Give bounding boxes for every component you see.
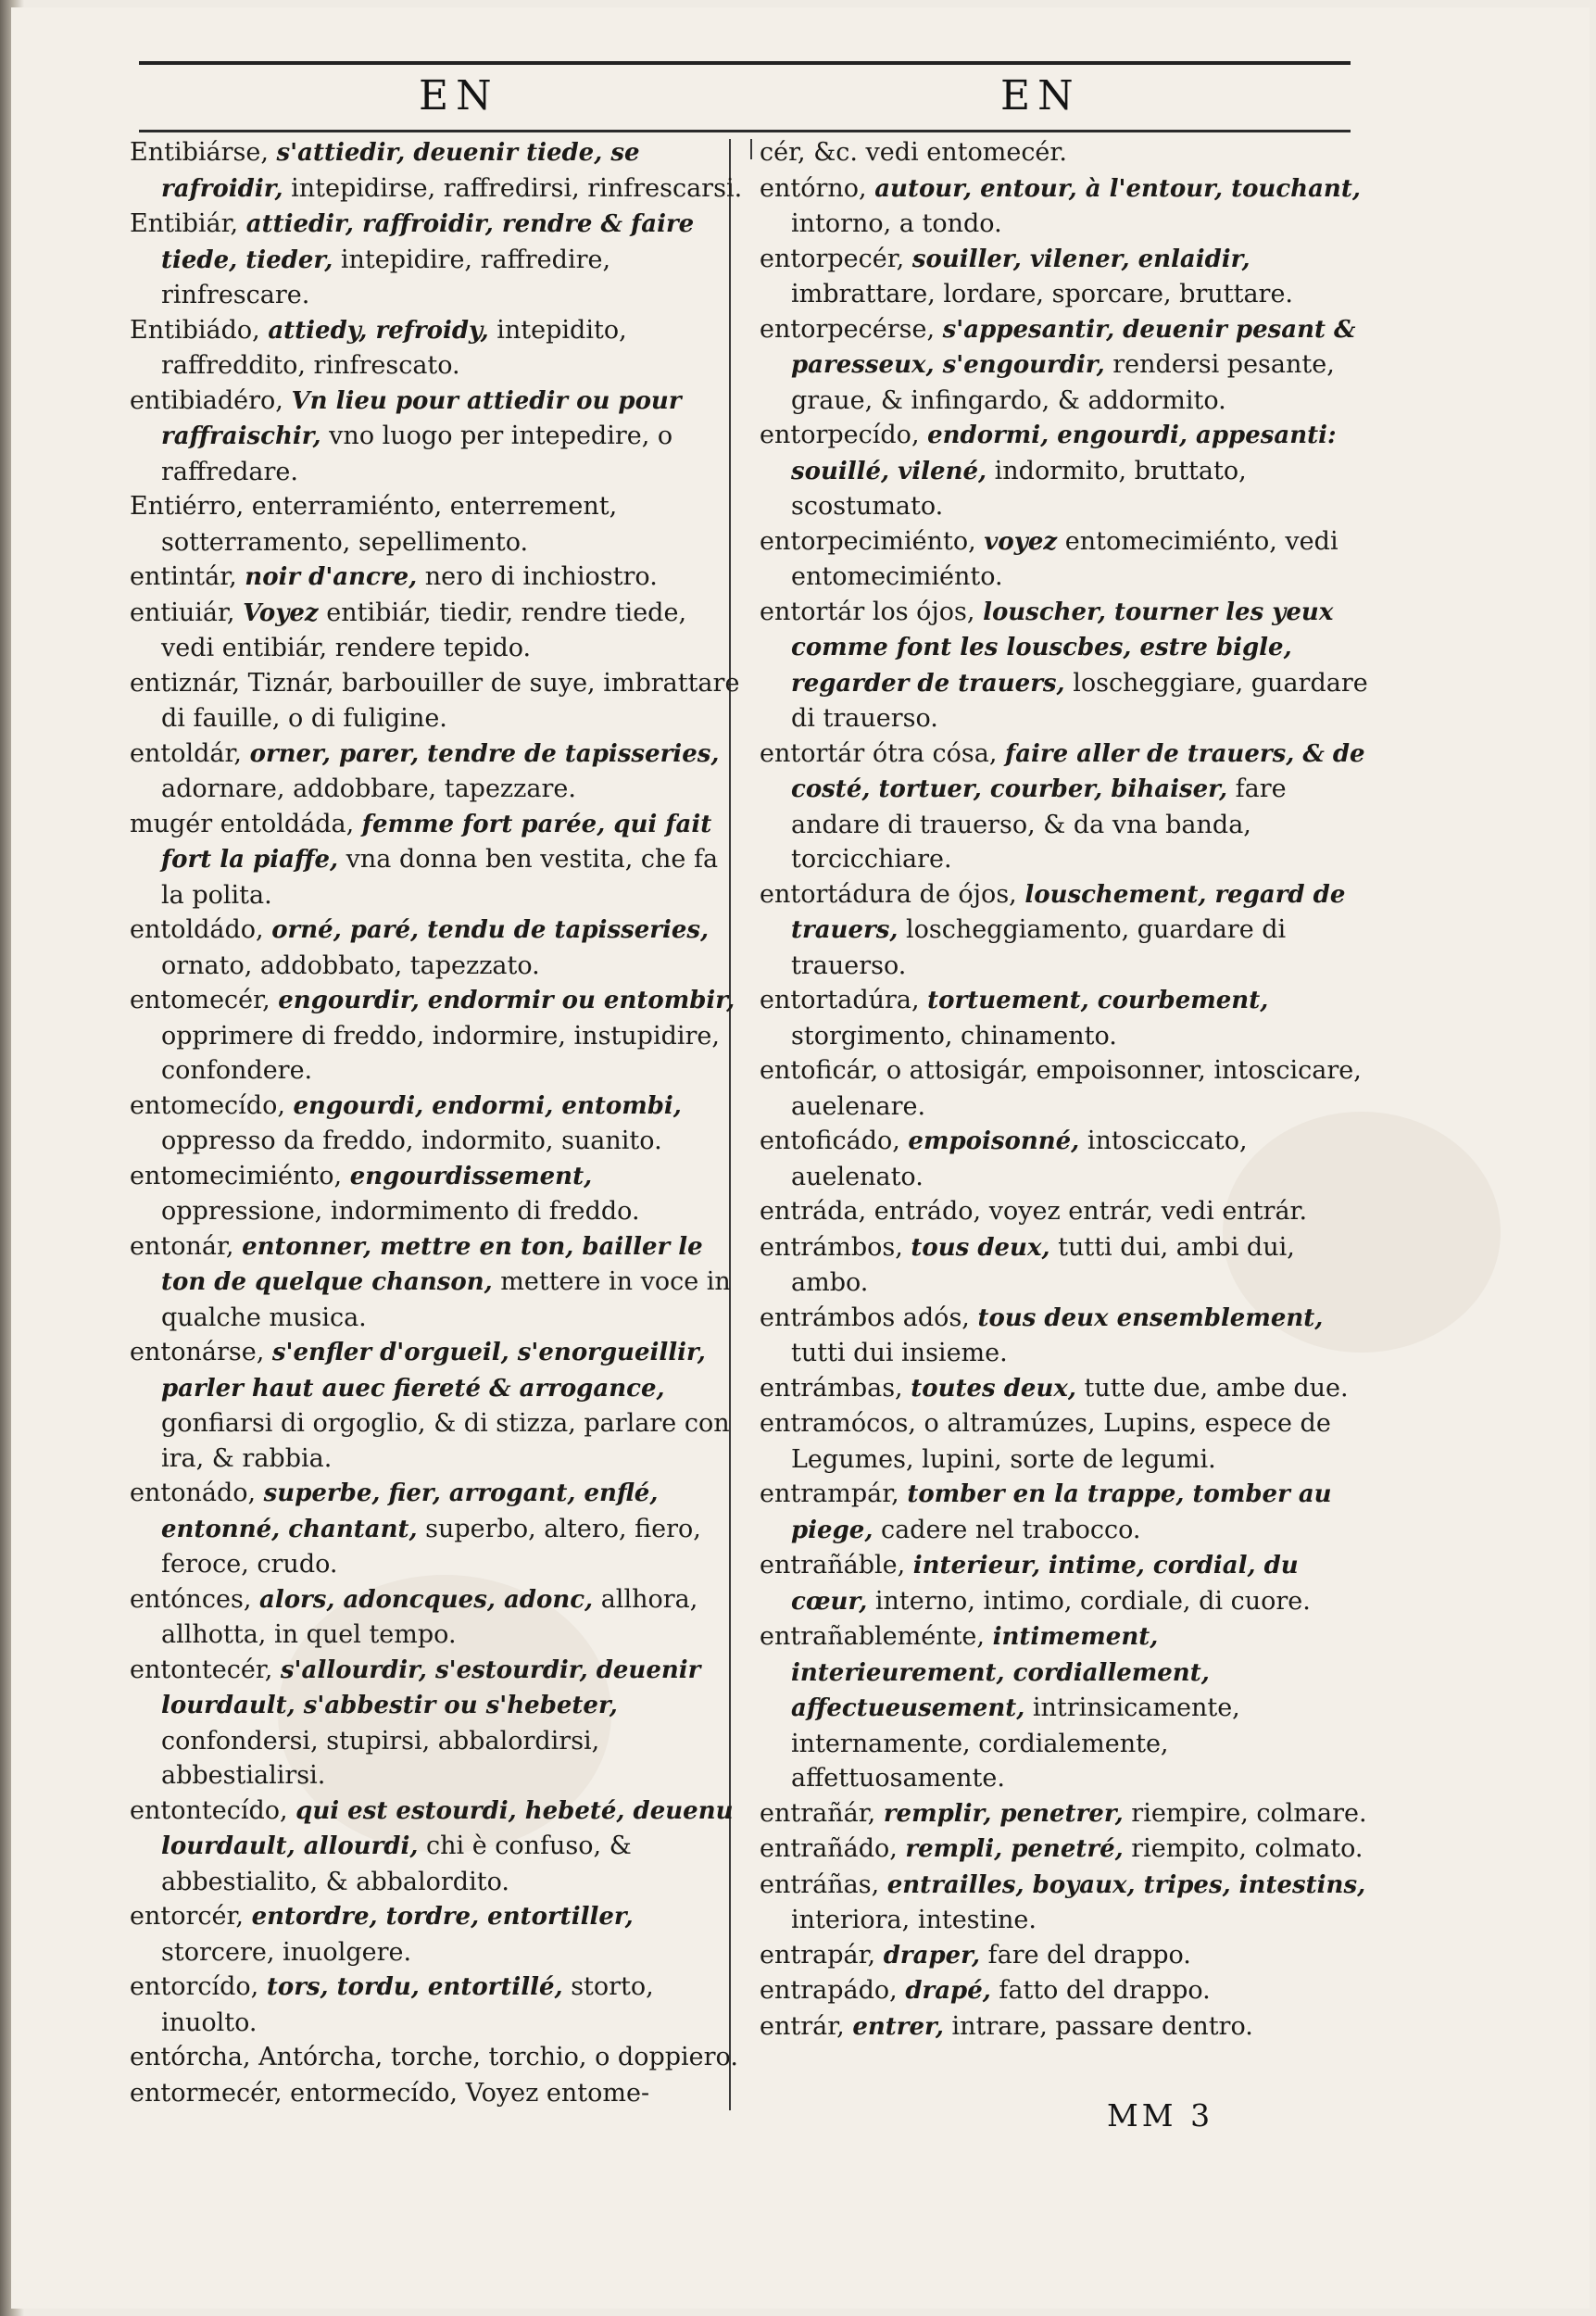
- entry-headword: entorpecér,: [760, 244, 912, 273]
- dictionary-entry: [760, 877, 1376, 984]
- entry-italian-gloss: loscheggiare, guardare di trauerso.: [791, 668, 1368, 733]
- entry-italian-gloss: Tiznár, barbouiller de suye, imbrattare di fauille, o di fuligine.: [161, 668, 740, 733]
- entry-headword: entonárse,: [130, 1338, 272, 1366]
- entry-italian-gloss: adornare, addobbare, tapezzare.: [161, 774, 576, 803]
- entry-headword: entónces,: [130, 1584, 259, 1614]
- dictionary-entry: [130, 807, 746, 913]
- dictionary-entry: [130, 1089, 746, 1159]
- entry-french-gloss: entonner, mettre en ton, bailler le ton de quelque chanson,: [161, 1232, 703, 1296]
- entry-headword: Entibiádo,: [130, 315, 269, 345]
- entry-headword: entorpecimiénto,: [760, 526, 985, 556]
- entry-headword: entormecér,: [130, 2078, 291, 2108]
- dictionary-entry: [760, 1938, 1376, 1974]
- top-rule: [139, 61, 1351, 65]
- entry-french-gloss: orné, paré, tendu de tapisseries,: [271, 916, 710, 944]
- entry-italian-gloss: storcere, inuolgere.: [161, 1937, 412, 1967]
- entry-italian-gloss: allhora, allhotta, in quel tempo.: [161, 1584, 698, 1649]
- entry-headword: entoldár,: [130, 738, 250, 768]
- entry-italian-gloss: rendersi pesante, graue, & infingardo, & addormito.: [791, 350, 1335, 415]
- entry-french-gloss: intimement, interieurement, cordiallement, affectueusement,: [791, 1623, 1210, 1722]
- entry-italian-gloss: intrinsicamente, internamente, cordialemente, affettuosamente.: [791, 1693, 1240, 1793]
- entry-headword: entoficár,: [760, 1056, 886, 1085]
- dictionary-entry: [130, 2040, 746, 2076]
- entry-french-gloss: noir d'ancre,: [245, 563, 418, 591]
- dictionary-entry: [760, 1619, 1376, 1796]
- dictionary-entry: [130, 1899, 746, 1970]
- entry-italian-gloss: fare del drappo.: [980, 1940, 1191, 1970]
- entry-headword: entortár los ójos,: [760, 597, 984, 626]
- entry-headword: entortár ótra cósa,: [760, 738, 1006, 768]
- entry-headword: entrapádo,: [760, 1976, 906, 2005]
- entry-italian-gloss: fatto del drappo.: [990, 1976, 1211, 2005]
- entry-italian-gloss: entibiár, tiedir, rendre tiede, vedi entibiár, rendere tepido.: [161, 598, 687, 662]
- dictionary-entry: [130, 313, 746, 384]
- entry-headword: entonádo,: [130, 1479, 264, 1507]
- entry-italian-gloss: enterramiénto, enterrement, sotterramento, sepellimento.: [161, 492, 618, 557]
- entry-italian-gloss: storgimento, chinamento.: [791, 1021, 1117, 1051]
- entry-french-gloss: alors, adoncques, adonc,: [258, 1585, 594, 1614]
- dictionary-entry: [130, 1653, 746, 1794]
- entry-french-gloss: interieur, intime, cordial, du cœur,: [791, 1552, 1299, 1616]
- entry-italian-gloss: entormecído, Voyez entome-: [290, 2078, 650, 2108]
- entry-french-gloss: engourdi, endormi, entombi,: [293, 1091, 682, 1120]
- entry-french-gloss: engourdissement,: [349, 1162, 593, 1190]
- entry-french-gloss: faire aller de trauers, & de costé, tortuer, courber, bihaiser,: [791, 739, 1365, 803]
- entry-headword: entorcér,: [130, 1902, 252, 1931]
- entry-french-gloss: entordre, tordre, entortiller,: [251, 1903, 634, 1931]
- entry-italian-gloss: cér, &c. vedi entomecér.: [760, 138, 1067, 167]
- entry-french-gloss: Voyez: [243, 598, 319, 627]
- column-divider-short: [750, 139, 752, 159]
- entry-headword: entonár,: [130, 1231, 243, 1261]
- dictionary-entry: [130, 736, 746, 807]
- dictionary-entry: [760, 135, 1376, 171]
- entry-headword: entrámbos adós,: [760, 1303, 978, 1332]
- dictionary-entry: [760, 1477, 1376, 1548]
- entry-french-gloss: orner, parer, tendre de tapisseries,: [249, 739, 720, 768]
- entry-french-gloss: tous deux ensemblement,: [977, 1303, 1324, 1332]
- entry-italian-gloss: imbrattare, lordare, sporcare, bruttare.: [791, 280, 1294, 308]
- dictionary-entry: [130, 560, 746, 596]
- entry-headword: entrañár,: [760, 1798, 884, 1828]
- entry-french-gloss: voyez: [984, 527, 1058, 556]
- entry-italian-gloss: cadere nel trabocco.: [873, 1515, 1141, 1544]
- entry-headword: entrañáble,: [760, 1551, 913, 1580]
- entry-headword: entrañádo,: [760, 1834, 906, 1863]
- dictionary-entry: [760, 1973, 1376, 2009]
- entry-french-gloss: tors, tordu, entortillé,: [266, 1973, 563, 2001]
- dictionary-entry: [760, 1406, 1376, 1477]
- entry-headword: entórcha,: [130, 2043, 259, 2071]
- dictionary-entry: [760, 524, 1376, 595]
- entry-french-gloss: s'attiedir, deuenir tiede, se rafroidir,: [161, 139, 640, 203]
- entry-headword: Entibiár,: [130, 209, 246, 238]
- dictionary-entry: [760, 595, 1376, 736]
- entry-french-gloss: autour, entour, à l'entour, touchant,: [874, 174, 1361, 203]
- entry-headword: entomecído,: [130, 1090, 294, 1120]
- dictionary-entry: [760, 242, 1376, 312]
- entry-french-gloss: engourdir, endormir ou entombir,: [278, 987, 735, 1014]
- dictionary-entry: [760, 1124, 1376, 1194]
- entry-headword: entiznár,: [130, 668, 248, 698]
- entry-headword: Entibiárse,: [130, 138, 277, 167]
- entry-french-gloss: s'allourdir, s'estourdir, deuenir lourdault, s'abbestir ou s'hebeter,: [161, 1655, 701, 1719]
- entry-italian-gloss: intepidirse, raffredirsi, rinfrescarsi.: [283, 173, 743, 203]
- entry-italian-gloss: confondersi, stupirsi, abbalordirsi, abbestialirsi.: [161, 1726, 600, 1790]
- entry-italian-gloss: gonfiarsi di orgoglio, & di stizza, parlare con ira, & rabbia.: [161, 1409, 730, 1473]
- entry-italian-gloss: o attosigár, empoisonner, intoscicare, auelenare.: [791, 1056, 1362, 1121]
- entry-french-gloss: femme fort parée, qui fait fort la piaffe,: [161, 810, 712, 874]
- entry-italian-gloss: vna donna ben vestita, che fa la polita.: [161, 845, 719, 910]
- dictionary-entry: [130, 2076, 746, 2112]
- dictionary-entry: [130, 1159, 746, 1229]
- dictionary-entry: [130, 207, 746, 313]
- entry-french-gloss: tortuement, courbement,: [927, 987, 1269, 1014]
- entry-italian-gloss: tutti dui, ambi dui, ambo.: [791, 1232, 1295, 1297]
- right-column: [760, 135, 1376, 2260]
- entry-headword: mugér entoldáda,: [130, 809, 362, 838]
- entry-french-gloss: drapé,: [905, 1977, 991, 2005]
- entry-italian-gloss: nero di inchiostro.: [417, 562, 658, 591]
- entry-italian-gloss: superbo, altero, fiero, feroce, crudo.: [161, 1514, 701, 1579]
- entry-italian-gloss: ornato, addobbato, tapezzato.: [161, 950, 540, 980]
- entry-french-gloss: attiedy, refroidy,: [268, 316, 489, 345]
- dictionary-entry: [130, 135, 746, 207]
- entry-french-gloss: empoisonné,: [908, 1127, 1080, 1155]
- entry-french-gloss: Vn lieu pour attiedir ou pour raffraischir,: [161, 386, 682, 450]
- entry-italian-gloss: intepidito, raffreddito, rinfrescato.: [161, 315, 627, 380]
- dictionary-entry: [130, 384, 746, 490]
- entry-headword: entrapár,: [760, 1940, 884, 1970]
- entry-italian-gloss: Antórcha, torche, torchio, o doppiero.: [258, 2043, 738, 2071]
- entry-french-gloss: tous deux,: [911, 1233, 1050, 1262]
- dictionary-entry: [130, 1476, 746, 1582]
- dictionary-entry: [130, 1335, 746, 1476]
- entry-italian-gloss: fare andare di trauerso, & da vna banda, torcicchiare.: [791, 774, 1287, 874]
- dictionary-entry: [760, 312, 1376, 419]
- entry-headword: entórno,: [760, 173, 875, 203]
- dictionary-entry: [760, 1194, 1376, 1230]
- entry-italian-gloss: oppresso da freddo, indormito, suanito.: [161, 1127, 662, 1155]
- entry-headword: entintár,: [130, 562, 245, 591]
- entry-italian-gloss: tutti dui insieme.: [791, 1339, 1008, 1367]
- entry-italian-gloss: vno luogo per intepedire, o raffredare.: [161, 422, 673, 486]
- dictionary-entry: [760, 2009, 1376, 2045]
- header-rule: [139, 130, 1351, 132]
- entry-headword: entrampár,: [760, 1479, 908, 1508]
- dictionary-entry: [130, 596, 746, 666]
- dictionary-entry: [760, 1831, 1376, 1868]
- entry-french-gloss: superbe, fier, arrogant, enflé, entonné, chantant,: [161, 1479, 659, 1543]
- entry-french-gloss: entrailles, boyaux, tripes, intestins,: [886, 1870, 1366, 1899]
- entry-french-gloss: draper,: [883, 1941, 981, 1970]
- dictionary-entry: [130, 1229, 746, 1336]
- entry-headword: entorpecérse,: [760, 314, 943, 344]
- entry-headword: Entiérro,: [130, 492, 252, 521]
- entry-headword: entortadúra,: [760, 986, 928, 1014]
- entry-headword: entiuiár,: [130, 598, 244, 627]
- entry-headword: entomecér,: [130, 986, 279, 1014]
- entry-italian-gloss: interiora, intestine.: [791, 1906, 1037, 1934]
- entry-french-gloss: toutes deux,: [911, 1374, 1076, 1403]
- entry-french-gloss: entrer,: [852, 2012, 944, 2041]
- entry-french-gloss: s'appesantir, deuenir pesant & paresseux, s'engourdir,: [791, 315, 1356, 379]
- entry-headword: entramócos,: [760, 1409, 924, 1438]
- entry-italian-gloss: chi è confuso, & abbestialito, & abbalordito.: [161, 1831, 632, 1896]
- entry-french-gloss: tomber en la trappe, tomber au piege,: [791, 1480, 1332, 1544]
- running-head-left: EN: [419, 72, 499, 120]
- dictionary-entry: [130, 666, 746, 736]
- entry-headword: entoldádo,: [130, 915, 272, 944]
- entry-headword: entrár,: [760, 2011, 853, 2041]
- dictionary-entry: [760, 1548, 1376, 1619]
- signature-mark: MM 3: [1107, 2097, 1214, 2133]
- dictionary-entry: [760, 1301, 1376, 1371]
- dictionary-entry: [130, 1794, 746, 1900]
- dictionary-entry: [130, 1582, 746, 1653]
- entry-headword: entomecimiénto,: [130, 1161, 350, 1190]
- dictionary-entry: [760, 1796, 1376, 1832]
- dictionary-entry: [760, 1053, 1376, 1124]
- entry-italian-gloss: intosciccato, auelenato.: [791, 1127, 1248, 1191]
- entry-headword: entorcído,: [130, 1972, 267, 2001]
- entry-italian-gloss: indormito, bruttato, scostumato.: [791, 456, 1247, 521]
- entry-headword: entrámbas,: [760, 1373, 911, 1403]
- entry-french-gloss: souiller, vilener, enlaidir,: [911, 245, 1250, 273]
- entry-french-gloss: attiedir, raffroidir, rendre & faire tiede, tieder,: [161, 210, 695, 274]
- entry-headword: entorpecído,: [760, 421, 928, 449]
- entry-headword: entráda,: [760, 1197, 874, 1226]
- entry-italian-gloss: o altramúzes, Lupins, espece de Legumes, lupini, sorte de legumi.: [791, 1409, 1331, 1474]
- entry-french-gloss: s'enfler d'orgueil, s'enorgueillir, parler haut auec fiereté & arrogance,: [161, 1339, 706, 1403]
- entry-italian-gloss: riempito, colmato.: [1123, 1834, 1364, 1863]
- entry-headword: entráñas,: [760, 1869, 887, 1899]
- entry-italian-gloss: interno, intimo, cordiale, di cuore.: [867, 1586, 1311, 1616]
- entry-italian-gloss: intrare, passare dentro.: [943, 2011, 1253, 2041]
- entry-headword: entrañableménte,: [760, 1622, 993, 1651]
- entry-french-gloss: qui est estourdi, hebeté, deuenu lourdault, allourdi,: [161, 1796, 734, 1860]
- entry-italian-gloss: opprimere di freddo, indormire, instupidire, confondere.: [161, 1021, 720, 1085]
- entry-headword: entoficádo,: [760, 1127, 909, 1155]
- entry-headword: entrámbos,: [760, 1232, 911, 1262]
- dictionary-entry: [760, 983, 1376, 1053]
- left-column: [130, 135, 746, 2260]
- entry-headword: entortádura de ójos,: [760, 879, 1025, 909]
- entry-italian-gloss: entomecimiénto, vedi entomecimiénto.: [791, 526, 1338, 591]
- dictionary-entry: [130, 489, 746, 560]
- dictionary-entry: [760, 1371, 1376, 1407]
- dictionary-entry: [760, 171, 1376, 242]
- running-head-right: EN: [1000, 72, 1081, 120]
- dictionary-entry: [760, 1230, 1376, 1301]
- entry-italian-gloss: entrádo, voyez entrár, vedi entrár.: [873, 1197, 1308, 1226]
- entry-french-gloss: rempli, penetré,: [905, 1835, 1124, 1863]
- entry-italian-gloss: mettere in voce in qualche musica.: [161, 1267, 731, 1332]
- entry-italian-gloss: intorno, a tondo.: [791, 209, 1002, 238]
- dictionary-entry: [130, 913, 746, 983]
- dictionary-entry: [760, 418, 1376, 524]
- dictionary-entry: [130, 1970, 746, 2040]
- entry-italian-gloss: intepidire, raffredire, rinfrescare.: [161, 245, 611, 309]
- entry-headword: entontecér,: [130, 1655, 281, 1684]
- entry-italian-gloss: oppressione, indormimento di freddo.: [161, 1197, 640, 1226]
- entry-headword: entibiadéro,: [130, 385, 292, 415]
- entry-headword: entontecído,: [130, 1795, 296, 1825]
- entry-italian-gloss: storto, inuolto.: [161, 1972, 654, 2037]
- entry-italian-gloss: riempire, colmare.: [1123, 1798, 1367, 1828]
- entry-french-gloss: louscher, tourner les yeux comme font les louscbes, estre bigle, regarder de trauers,: [791, 598, 1334, 698]
- entry-italian-gloss: loscheggiamento, guardare di trauerso.: [791, 915, 1287, 980]
- entry-italian-gloss: tutte due, ambe due.: [1075, 1373, 1349, 1403]
- entry-french-gloss: endormi, engourdi, appesanti: souillé, vilené,: [791, 422, 1337, 485]
- dictionary-entry: [760, 1868, 1376, 1938]
- entry-french-gloss: remplir, penetrer,: [883, 1799, 1124, 1828]
- entry-french-gloss: louschement, regard de trauers,: [791, 880, 1346, 944]
- dictionary-entry: [760, 736, 1376, 877]
- dictionary-entry: [130, 983, 746, 1089]
